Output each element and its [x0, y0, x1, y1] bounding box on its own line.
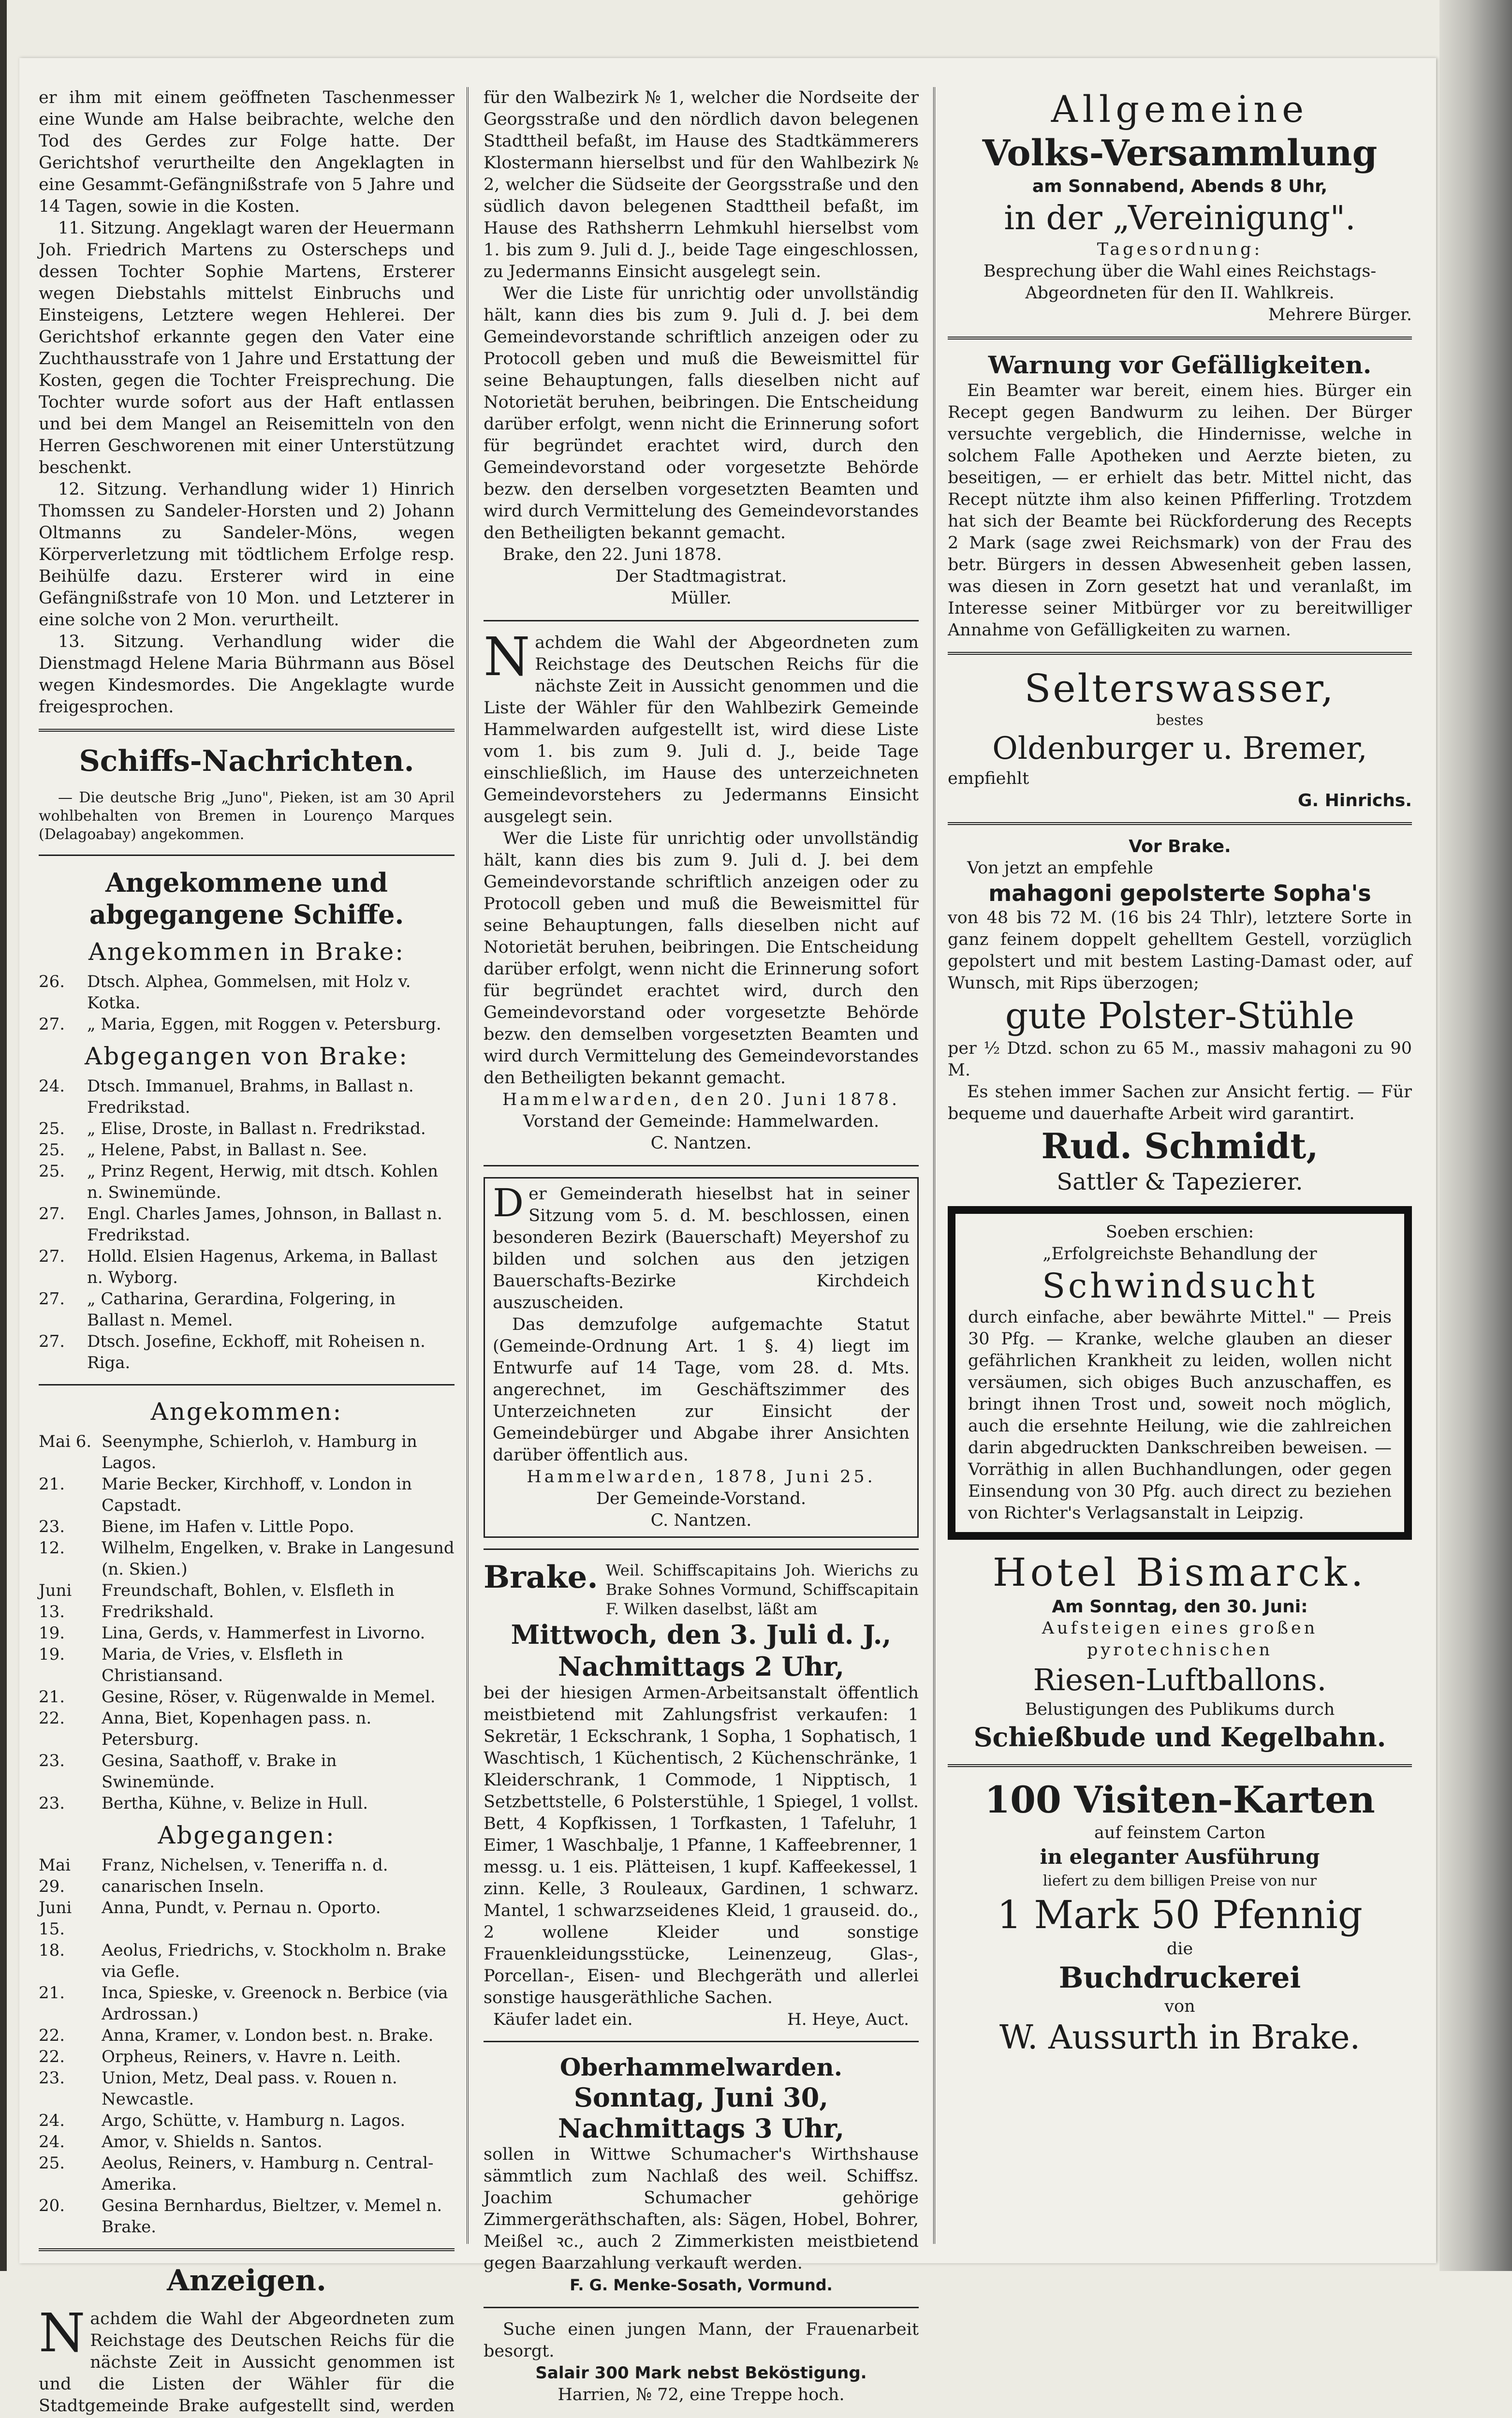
departed-brake-list — [39, 1076, 455, 1373]
newspaper-page — [19, 58, 1436, 2416]
notice-signature: Der Stadtmagistrat. — [615, 567, 787, 586]
auction-head: Weil. Schiffscapitains Joh. Wierichs zu Brake Sohnes Vormund, Schiffscapitain F. Wilken daselbst, läßt am — [605, 1561, 919, 1618]
list-item: 27. Dtsch. Josefine, Eckhoff, mit Roheisen n. Riga. — [39, 1332, 426, 1372]
notice-date: Hammelwarden, den 20. Juni 1878. — [502, 1090, 900, 1109]
notice-date: Hammelwarden, 1878, Juni 25. — [527, 1467, 876, 1487]
furniture-chair-price: per ½ Dtzd. schon zu 65 M., massiv mahagoni zu 90 M. — [948, 1039, 1412, 1080]
arrived-brake-heading: Angekommen in Brake: — [88, 938, 405, 966]
list-item: 25. „ Elise, Droste, in Ballast n. Fredrikstad. — [39, 1119, 426, 1138]
furniture-trade: Sattler & Tapezierer. — [1057, 1168, 1303, 1195]
list-item: Mai 6. Seenymphe, Schierloh, v. Hamburg in Lagos. — [39, 1432, 417, 1473]
list-item: 21. Gesine, Röser, v. Rügenwalde in Memel. — [39, 1687, 436, 1707]
assembly-agenda: Besprechung über die Wahl eines Reichstags-Abgeordneten für den II. Wahlkreis. — [983, 262, 1377, 303]
divider — [948, 1764, 1412, 1767]
auction-invite: Käufer ladet ein. — [493, 2010, 633, 2029]
seltzer-recommend: empfiehlt — [948, 769, 1029, 788]
list-item: 19. Maria, de Vries, v. Elsfleth in Christiansand. — [39, 1645, 343, 1685]
notice-signature: C. Nantzen. — [650, 1511, 752, 1530]
notice-date: Brake, den 22. Juni 1878. — [503, 545, 722, 564]
arrived-heading: Angekommen: — [150, 1398, 343, 1426]
court-session-13: 13. Sitzung. Verhandlung wider die Dienstmagd Helene Maria Bührmann aus Bösel wegen Kindesmordes. Die Angeklagte wurde freigesprochen. — [39, 632, 455, 717]
book-ad-line: „Erfolgreichste Behandlung der — [1042, 1244, 1317, 1264]
divider — [39, 855, 455, 856]
list-item: Juni 13. Freundschaft, Bohlen, v. Elsfleth in Fredrikshald. — [39, 1581, 395, 1622]
list-item: 23. Gesina, Saathoff, v. Brake in Swinemünde. — [39, 1751, 337, 1792]
estate-sale-place: Oberhammelwarden. — [559, 2053, 843, 2081]
book-ad-frame — [948, 1206, 1412, 1540]
furniture-note: Es stehen immer Sachen zur Ansicht fertig. — Für bequeme und dauerhafte Arbeit wird garantirt. — [948, 1082, 1412, 1123]
job-ad — [484, 2319, 919, 2406]
section-title-anzeigen: Anzeigen. — [167, 2264, 326, 2298]
divider — [39, 1384, 455, 1386]
notice-signature: Vorstand der Gemeinde: Hammelwarden. — [523, 1112, 880, 1131]
assembly-when: am Sonnabend, Abends 8 Uhr, — [1032, 177, 1328, 196]
election-notice-brake-body: für den Walbezirk № 1, welcher die Nordseite der Georgsstraße und den nördlich davon belegenen Stadttheil befaßt, im Hause des Stadtkämmerers Klostermann hierselbst und für den Wahlbezirk № 2, welcher die Südseite der Georgsstraße und den südlich davon belegenen Stadttheil befaßt, im Hause des Rathsherrn Lehmkuhl hierselbst vom 1. bis zum 9. Juli d. J., beide Tage eingeschlossen, zu Jedermanns Einsicht ausgelegt sein. — [484, 88, 919, 281]
divider — [484, 620, 919, 621]
list-item: 21. Marie Becker, Kirchhoff, v. London in Capstadt. — [39, 1474, 412, 1515]
job-ad-salary: Salair 300 Mark nebst Beköstigung. — [535, 2363, 867, 2383]
election-notice-hammelwarden: N achdem die Wahl der Abgeordneten zum Reichstage des Deutschen Reichs für die nächste Zeit in Aussicht genommen und die Liste der Wähler für den Wahlbezirk Gemeinde Hammelwarden aufgestellt ist, wird diese Liste vom 1. bis zum 9. Juli d. J., beide Tage einschließlich, im Hause des unterzeichneten Gemeindevorstehers zu Jedermanns Einsicht ausgelegt sein. — [484, 626, 919, 826]
job-ad-address: Harrien, № 72, eine Treppe hoch. — [558, 2385, 845, 2404]
list-item: 21. Inca, Spieske, v. Greenock n. Berbice (via Ardrossan.) — [39, 1983, 448, 2024]
section-title-schiffs: Schiffs-Nachrichten. — [79, 744, 414, 778]
furniture-head: Vor Brake. — [1129, 837, 1231, 856]
court-session-11: 11. Sitzung. Angeklagt waren der Heuermann Joh. Friedrich Martens zu Osterscheps und dessen Tochter Sophie Martens, Ersterer wegen Diebstahls mittelst Einbruchs und Einsteigens, Letztere wegen Hehlerei. Der Gerichtshof erkannte gegen den Vater eine Zuchthausstrafe von 1 Jahre und Erstattung der Kosten, gegen die Tochter Freisprechung. Die Tochter wurde sofort aus der Haft entlassen und bei dem Mangel an Reisemitteln von den Herren Geschworenen mit einer Unterstützung beschenkt. — [39, 219, 455, 477]
cards-line: liefert zu dem billigen Preise von nur — [1042, 1872, 1317, 1889]
seltzer-best: bestes — [1156, 712, 1204, 729]
drop-cap: N — [484, 626, 530, 688]
list-item: 25. „ Helene, Pabst, in Ballast n. See. — [39, 1140, 367, 1160]
list-item: 22. Orpheus, Reiners, v. Havre n. Leith. — [39, 2047, 401, 2066]
cards-title: 100 Visiten-Karten — [984, 1778, 1375, 1821]
list-item: 25. Aeolus, Reiners, v. Hamburg n. Central-Amerika. — [39, 2153, 434, 2194]
cards-price: 1 Mark 50 Pfennig — [997, 1892, 1363, 1937]
auction-items: bei der hiesigen Armen-Arbeitsanstalt öffentlich meistbietend mit Zahlungsfrist verkaufen: 1 Sekretär, 1 Eckschrank, 1 Sopha, 1 Sophatisch, 1 Waschtisch, 1 Küchentisch, 2 Küchenschränke, 1 Kleiderschrank, 1 Commode, 1 Nipptisch, 1 Setzbettstelle, 6 Polsterstühle, 1 Spiegel, 1 vollst. Bett, 4 Kopfkissen, 1 Torfkasten, 1 Tafeluhr, 1 Eimer, 1 Waschbalje, 1 Pfanne, 1 Kaffeebrenner, 1 messg. u. 1 eis. Plätteisen, 1 kupf. Kaffeekessel, 1 zinn. Kelle, 3 Rouleaux, Gardinen, 1 schwarz. Mantel, 1 schwarzseidenes Kleid, 1 grauseid. do., 2 wollene Kleider und sonstige Frauenkleidungsstücke, Leinenzeug, Glas-, Porcellan-, Eisen- und Blechgeräth und allerlei sonstige hausgeräthliche Sachen. — [484, 1683, 919, 2007]
list-item: 24. Dtsch. Immanuel, Brahms, in Ballast n. Fredrikstad. — [39, 1076, 414, 1117]
warning-ad — [948, 350, 1412, 641]
list-item: 23. Biene, im Hafen v. Little Popo. — [39, 1517, 354, 1536]
list-item: 22. Anna, Kramer, v. London best. n. Brake. — [39, 2026, 434, 2045]
list-item: Mai 29. Franz, Nichelsen, v. Teneriffa n. d. canarischen Inseln. — [39, 1856, 388, 1896]
arrived-brake-list — [39, 971, 455, 1035]
scan-edge — [0, 0, 7, 2271]
list-item: 27. „ Maria, Eggen, mit Roggen v. Petersburg. — [39, 1015, 441, 1034]
cards-line: in eleganter Ausführung — [1040, 1845, 1320, 1869]
hotel-balloon: Riesen-Luftballons. — [1033, 1662, 1327, 1697]
cards-line: auf feinstem Carton — [1094, 1823, 1265, 1843]
hotel-games: Schießbude und Kegelbahn. — [973, 1722, 1386, 1753]
binding-shadow — [1439, 0, 1512, 2271]
estate-sale-time: Nachmittags 3 Uhr, — [558, 2113, 845, 2144]
divider — [948, 822, 1412, 825]
column-3 — [948, 87, 1412, 2244]
election-notice-hammelwarden-objection: Wer die Liste für unrichtig oder unvollständig hält, kann dies bis zum 9. Juli d. J. bei dem Gemeindevorstande schriftlich anzeigen oder zu Protocoll geben und muß die Beweismittel für seine Behauptungen, falls dieselben nicht auf Notorietät beruhen, beibringen. Die Entscheidung darüber erfolgt, wenn nicht die Erinnerung sofort für begründet erachtet wird, durch den Gemeindevorstand oder vorgesetzte Behörde bezw. den demselben vorgesetzten Beamten und wird durch Vermittelung des Gemeindevorstandes den Betheiligten bekannt gemacht. — [484, 829, 919, 1088]
column-rule-1 — [467, 87, 469, 2244]
furniture-sofa-details: von 48 bis 72 M. (16 bis 24 Thlr), letztere Sorte in ganz feinem doppelt gehelltem Gestell, vorzüglich gepolstert und mit bestem Lasting-Damast oder, auf Wunsch, mit Rips überzogen; — [948, 908, 1412, 993]
divider — [948, 337, 1412, 339]
auction-notice — [484, 1561, 919, 2030]
furniture-chairs: gute Polster-Stühle — [1005, 995, 1355, 1037]
election-notice-brake-intro: N achdem die Wahl der Abgeordneten zum Reichstage des Deutschen Reichs für die nächste Zeit in Aussicht genommen ist und die Listen der Wähler für die Stadtgemeinde Brake aufgestellt sind, werden — [39, 2302, 455, 2416]
seltzer-title: Selterswasser, — [1024, 666, 1336, 711]
list-item: 24. Amor, v. Shields n. Santos. — [39, 2132, 323, 2152]
list-item: Juni 15. Anna, Pundt, v. Pernau n. Oporto. — [39, 1898, 381, 1939]
departed-brake-heading: Abgegangen von Brake: — [84, 1042, 409, 1070]
divider — [948, 652, 1412, 655]
furniture-intro: Von jetzt an empfehle — [967, 858, 1154, 878]
council-notice: D er Gemeinderath hieselbst hat in seiner Sitzung vom 5. d. M. beschlossen, einen besonderen Bezirk (Bauerschaft) Meyershof zu bilden und solchen aus den jetzigen Bauerschafts-Bezirke Kirchdeich auszuscheiden. — [493, 1180, 910, 1312]
book-ad-body: durch einfache, aber bewährte Mittel." — Preis 30 Pfg. — Kranke, welche glauben an dieser gefährlichen Krankheit zu leiden, wollen nicht versäumen, sich obiges Buch anzuschaffen, es bringt ihnen Trost und, soweit noch möglich, auch die ersehnte Heilung, wie die zahlreichen darin abgedruckten Dankschreiben beweisen. — Vorräthig in allen Buchhandlungen, oder gegen Einsendung von 30 Pfg. auch direct zu beziehen von Richter's Verlagsanstalt in Leipzig. — [968, 1308, 1392, 1523]
list-item: 20. Gesina Bernhardus, Bieltzer, v. Memel n. Brake. — [39, 2196, 442, 2237]
book-ad-line: Soeben erschien: — [1105, 1223, 1254, 1242]
cards-shop: Buchdruckerei — [1058, 1961, 1301, 1995]
estate-sale-body: sollen in Wittwe Schumacher's Wirthshause sämmtlich zum Nachlaß des weil. Schiffsz. Joachim Schumacher gehörige Zimmergeräthschaften, als: Sägen, Hobel, Bohrer, Meißel ꝛc., auch 2 Zimmerkisten meistbietend gegen Baarzahlung verkauft werden. — [484, 2145, 919, 2273]
estate-sale-signature: F. G. Menke-Sosath, Vormund. — [570, 2276, 833, 2294]
divider — [484, 2041, 919, 2042]
list-item: 12. Wilhelm, Engelken, v. Brake in Langesund (n. Skien.) — [39, 1538, 455, 1579]
court-session-12: 12. Sitzung. Verhandlung wider 1) Hinrich Thomssen zu Sandeler-Horsten und 2) Johann Oltmanns zu Sandeler-Möns, wegen Körperverletzung mit tödtlichem Erfolge resp. Beihülfe dazu. Ersterer wird in eine Gefängnißstrafe von 10 Mon. und Letzterer in eine solche von 2 Mon. verurtheilt. — [39, 480, 455, 630]
ships-title-line2: abgegangene Schiffe. — [89, 899, 404, 930]
seltzer-ad — [948, 665, 1412, 811]
court-report-intro: er ihm mit einem geöffneten Taschenmesser eine Wunde am Halse beibrachte, welche den Tod des Gerdes zur Folge hatte. Der Gerichtshof verurtheilte den Angeklagten in eine Gesammt-Gefängnißstrafe von 5 Jahre und 14 Tagen, sowie in die Kosten. — [39, 88, 455, 216]
auction-place: Brake. — [484, 1559, 598, 1595]
book-ad-title: Schwindsucht — [1042, 1266, 1318, 1306]
notice-signature: Müller. — [671, 589, 732, 608]
warning-title: Warnung vor Gefälligkeiten. — [988, 351, 1372, 379]
divider — [484, 1548, 919, 1550]
divider — [484, 1165, 919, 1166]
seltzer-signature: G. Hinrichs. — [1297, 791, 1412, 811]
departed-heading: Abgegangen: — [158, 1821, 336, 1849]
divider — [39, 2248, 455, 2251]
list-item: 23. Union, Metz, Deal pass. v. Rouen n. Newcastle. — [39, 2068, 397, 2109]
assembly-where: in der „Vereinigung". — [1004, 199, 1356, 237]
column-1 — [39, 87, 455, 2416]
council-notice-statute: Das demzufolge aufgemachte Statut (Gemeinde-Ordnung Art. 1 §. 4) liegt im Entwurfe auf 14 Tage, vom 28. d. Mts. angerechnet, im Geschäftszimmer des Unterzeichneten zur Einsicht der Gemeindebürger und Abgabe ihrer Ansichten darüber öffentlich aus. — [493, 1315, 910, 1465]
divider — [39, 729, 455, 732]
notice-signature: C. Nantzen. — [650, 1134, 752, 1153]
assembly-signature: Mehrere Bürger. — [1268, 305, 1412, 324]
seltzer-brands: Oldenburger u. Bremer, — [992, 731, 1367, 767]
list-item: 27. Holld. Elsien Hagenus, Arkema, in Ballast n. Wyborg. — [39, 1247, 438, 1287]
auction-time: Nachmittags 2 Uhr, — [558, 1651, 845, 1682]
assembly-ad — [948, 87, 1412, 326]
cards-line: von — [1164, 1997, 1195, 2016]
column-rule-2 — [933, 87, 935, 2244]
list-item: 18. Aeolus, Friedrichs, v. Stockholm n. Brake via Gefle. — [39, 1941, 446, 1981]
estate-sale-date: Sonntag, Juni 30, — [573, 2082, 829, 2113]
estate-sale-notice — [484, 2053, 919, 2296]
list-item: 22. Anna, Biet, Kopenhagen pass. n. Petersburg. — [39, 1709, 372, 1749]
assembly-agenda-title: Tagesordnung: — [1097, 240, 1263, 259]
visiting-cards-ad — [948, 1778, 1412, 2058]
assembly-title-1: Allgemeine — [1051, 88, 1309, 131]
assembly-title-2: Volks-Versammlung — [982, 133, 1378, 174]
hotel-title: Hotel Bismarck. — [992, 1550, 1367, 1595]
list-item: 27. „ Catharina, Gerardina, Folgering, in Ballast n. Memel. — [39, 1289, 396, 1330]
job-ad-text: Suche einen jungen Mann, der Frauenarbeit besorgt. — [484, 2320, 919, 2361]
column-2 — [484, 87, 919, 2404]
hotel-amusement: Belustigungen des Publikums durch — [1025, 1700, 1335, 1719]
auctioneer-name: H. Heye, Auct. — [787, 2010, 909, 2029]
hotel-ad — [948, 1549, 1412, 1754]
drop-cap: N — [39, 2302, 86, 2364]
hotel-event: Aufsteigen eines großen pyrotechnischen — [1042, 1619, 1318, 1660]
furniture-maker: Rud. Schmidt, — [1041, 1125, 1319, 1166]
list-item: 23. Bertha, Kühne, v. Belize in Hull. — [39, 1794, 368, 1813]
list-item: 25. „ Prinz Regent, Herwig, mit dtsch. Kohlen n. Swinemünde. — [39, 1162, 438, 1202]
ships-title-line1: Angekommene und — [105, 867, 388, 898]
hotel-date: Am Sonntag, den 30. Juni: — [1052, 1597, 1308, 1617]
departed-list — [39, 1855, 455, 2238]
arrived-list — [39, 1431, 455, 1814]
warning-text: Ein Beamter war bereit, einem hies. Bürger ein Recept gegen Bandwurm zu leihen. Der Bürger versuchte vergeblich, die Hindernisse, welche in solchem Falle Apotheken und Aerzte bieten, zu beseitigen, — er erhielt das betr. Mittel nicht, das Recept nützte ihm also keinen Pfifferling. Trotzdem hat sich der Beamte bei Rückforderung des Recepts 2 Mark (sage zwei Reichsmark) von der Frau des betr. Bürgers in dessen Abwesenheit geben lassen, was diesen in Zorn gesetzt hat und veranlaßt, im Interesse seiner Mitbürger vor zu bereitwilliger Annahme von Gefälligkeiten zu warnen. — [948, 381, 1412, 640]
drop-cap: D — [493, 1180, 524, 1225]
council-notice-box — [484, 1177, 919, 1538]
list-item: 27. Engl. Charles James, Johnson, in Ballast n. Fredrikstad. — [39, 1204, 442, 1245]
list-item: 26. Dtsch. Alphea, Gommelsen, mit Holz v. Kotka. — [39, 972, 411, 1013]
list-item: 19. Lina, Gerds, v. Hammerfest in Livorno. — [39, 1623, 426, 1643]
election-notice-brake-objection: Wer die Liste für unrichtig oder unvollständig hält, kann dies bis zum 9. Juli d. J. bei dem Gemeindevorstande schriftlich anzeigen oder zu Protocoll geben und muß die Beweismittel für seine Behauptungen, falls dieselben nicht auf Notorietät beruhen, beibringen. Die Entscheidung darüber erfolgt, wenn nicht die Erinnerung sofort für begründet erachtet wird, durch den Gemeindevorstand oder vorgesetzte Behörde bezw. den derselben vorgesetzten Beamten und wird durch Vermittelung des Gemeindevorstandes den Betheiligten bekannt gemacht. — [484, 284, 919, 543]
schiffs-news: — Die deutsche Brig „Juno", Pieken, ist am 30 April wohlbehalten von Bremen in Lourenço Marques (Delagoabay) angekommen. — [39, 789, 455, 843]
furniture-sofas: mahagoni gepolsterte Sopha's — [988, 880, 1371, 906]
cards-owner: W. Aussurth in Brake. — [999, 2019, 1361, 2057]
furniture-ad — [948, 836, 1412, 1196]
cards-line: die — [1166, 1939, 1193, 1959]
notice-signature: Der Gemeinde-Vorstand. — [596, 1489, 807, 1508]
auction-date: Mittwoch, den 3. Juli d. J., — [511, 1619, 892, 1650]
list-item: 24. Argo, Schütte, v. Hamburg n. Lagos. — [39, 2111, 406, 2130]
divider — [484, 2307, 919, 2308]
